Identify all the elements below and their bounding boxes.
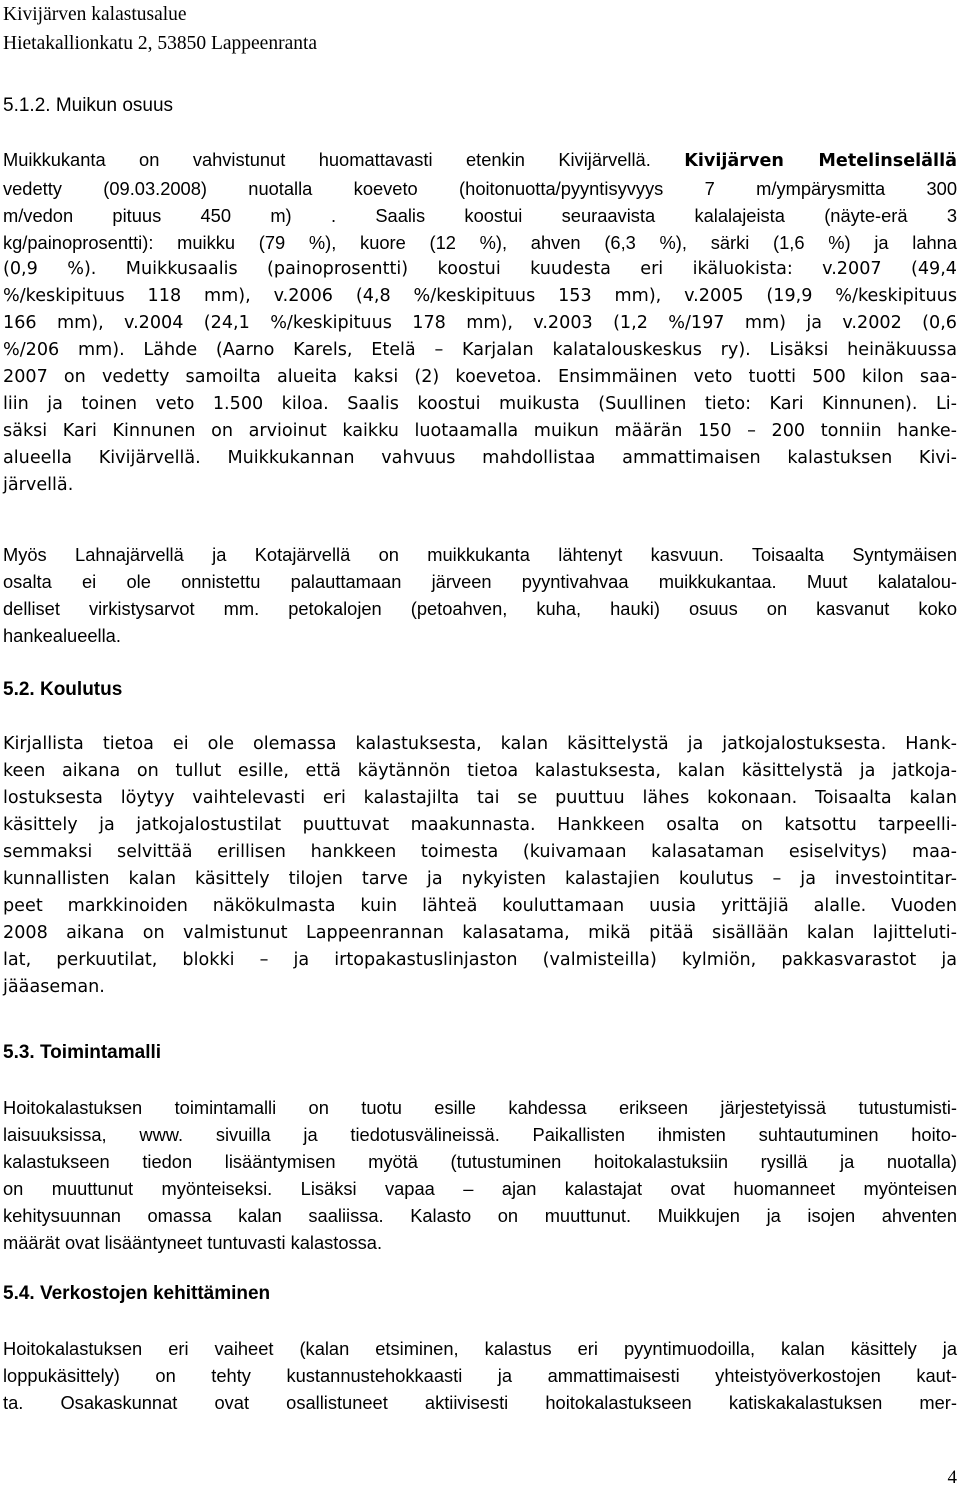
para-line: m/vedon pituus 450 m) . Saalis koostui seuraavista kalalajeista (näyte-erä 3 [3,205,957,226]
para-line: käsittely ja jatkojalostustilat puuttuvat maakunnasta. Hankkeen osalta on katsottu tarpeelli- [3,815,957,835]
para-line: kalastukseen tiedon lisääntymisen myötä (tutustuminen hoitokalastuksiin rysillä ja nuotalla) [3,1151,957,1172]
para-line: Myös Lahnajärvellä ja Kotajärvellä on muikkukanta lähtenyt kasvuun. Toisaalta Syntymäisen [3,544,957,565]
para-line: hankealueella. [3,625,121,646]
para-line: keen aikana on tullut esille, että käytännön tietoa kalastuksesta, kalan käsittelystä ja jatkoja- [3,761,957,781]
para-line: liin ja toinen veto 1.500 kiloa. Saalis koostui muikusta (Suullinen tieto: Kari Kinnunen). Li- [3,394,957,414]
section-heading-54 [3,1282,270,1306]
header-address: Hietakallionkatu 2, 53850 Lappeenranta [3,33,318,54]
page-number: 4 [947,1467,957,1488]
para-line: lat, perkuutilat, blokki – ja irtopakastuslinjaston (valmisteilla) kylmiön, pakkasvarastot ja [3,950,957,970]
para-line: Kirjallista tietoa ei ole olemassa kalastuksesta, kalan käsittelystä ja jatkojalostuksesta. Hank- [3,734,957,754]
para-line: lostuksesta löytyy vaihtelevasti eri kalastajilta tai se puuttuu lähes kokonaan. Toisaalta kalan [3,788,957,808]
section-heading-53 [3,1041,161,1065]
document-header [3,0,317,58]
para-line: määrät ovat lisääntyneet tuntuvasti kalastossa. [3,1232,383,1253]
para-line: osalta ei ole onnistettu palauttamaan järveen pyyntivahvaa muikkukantaa. Muut kalatalou- [3,571,957,592]
paragraph-54 [3,1335,957,1416]
para-line: %/206 mm). Lähde (Aarno Karels, Etelä – Karjalan kalatalouskeskus ry). Lisäksi heinäkuussa [3,340,957,360]
para-line: vedetty (09.03.2008) nuotalla koeveto (hoitonuotta/pyyntisyvyys 7 m/ympärysmitta 300 [3,178,957,199]
para-line: 2008 aikana on valmistunut Lappeenrannan kalasatama, mikä pitää sisällään kalan lajitteluti- [3,923,957,943]
section-number: 5.3. [3,1042,40,1063]
para-line: laisuuksissa, www. sivuilla ja tiedotusvälineissä. Paikallisten ihmisten suhtautuminen hoito- [3,1124,957,1145]
para-line: 166 mm), v.2004 (24,1 %/keskipituus 178 mm), v.2003 (1,2 %/197 mm) ja v.2002 (0,6 [3,313,957,333]
section-number: 5.4. [3,1283,40,1304]
paragraph-512-main [3,146,957,499]
para-line: peet markkinoiden näkökulmasta kuin lähteä kouluttamaan uusia yrittäjiä alalle. Vuoden [3,896,957,916]
section-heading-52 [3,678,122,702]
para-line: Muikkukanta on vahvistunut huomattavasti etenkin Kivijärvellä. Kivijärven Metelinselällä [3,149,957,171]
para-line: 2007 on vedetty samoilta alueita kaksi (2) koevetoa. Ensimmäinen veto tuotti 500 kilon saa- [3,367,957,387]
para-line: on muuttunut myönteiseksi. Lisäksi vapaa – ajan kalastajat ovat huomanneet myönteisen [3,1178,957,1199]
para-line: alueella Kivijärvellä. Muikkukannan vahvuus mahdollistaa ammattimaisen kalastuksen Kivi- [3,448,957,468]
para-line: (0,9 %). Muikkusaalis (painoprosentti) koostui kuudesta eri ikäluokista: v.2007 (49,4 [3,259,957,279]
para-line: säksi Kari Kinnunen on arvioinut kaikku luotaamalla muikun määrän 150 – 200 tonniin hanke- [3,421,957,441]
para-line: loppukäsittely) on tehty kustannustehokkaasti ja ammattimaisesti yhteistyöverkostojen kaut- [3,1365,957,1386]
section-heading-512: 5.1.2. Muikun osuus [3,95,174,116]
para-line: Hoitokalastuksen toimintamalli on tuotu esille kahdessa erikseen järjestetyissä tutustumisti- [3,1097,957,1118]
paragraph-52 [3,731,957,1001]
para-line: Hoitokalastuksen eri vaiheet (kalan etsiminen, kalastus eri pyyntimuodoilla, kalan käsittely ja [3,1338,957,1359]
section-number: 5.2. [3,679,40,700]
section-title: Toimintamalli [39,1042,162,1063]
bold-phrase: Kivijärven Metelinselällä [684,151,957,171]
para-line: semmaksi selvittää erillisen hankkeen toimesta (kuivamaan kalasataman esiselvitys) maa- [3,842,957,862]
para-line: kunnallisten kalan käsittely tilojen tarve ja nykyisten kalastajien koulutus – ja investointitar- [3,869,957,889]
para-line: kehitysuunnan omassa kalan saaliissa. Kalasto on muuttunut. Muikkujen ja isojen ahventen [3,1205,957,1226]
para-line: kg/painoprosentti): muikku (79 %), kuore (12 %), ahven (6,3 %), särki (1,6 %) ja lahna [3,232,957,253]
section-title: Koulutus [39,679,123,700]
section-title: Verkostojen kehittäminen [39,1283,271,1304]
para-line: järvellä. [3,475,74,495]
para-line: ta. Osakaskunnat ovat osallistuneet aktiivisesti hoitokalastukseen katiskakalastuksen mer- [3,1392,957,1413]
para-line: delliset virkistysarvot mm. petokalojen (petoahven, kuha, hauki) osuus on kasvanut koko [3,598,957,619]
para-line: %/keskipituus 118 mm), v.2006 (4,8 %/keskipituus 153 mm), v.2005 (19,9 %/keskipituus [3,286,957,306]
paragraph-53 [3,1094,957,1256]
header-org: Kivijärven kalastusalue [3,4,187,25]
paragraph-512-second [3,541,957,649]
para-line: jääaseman. [3,977,105,997]
